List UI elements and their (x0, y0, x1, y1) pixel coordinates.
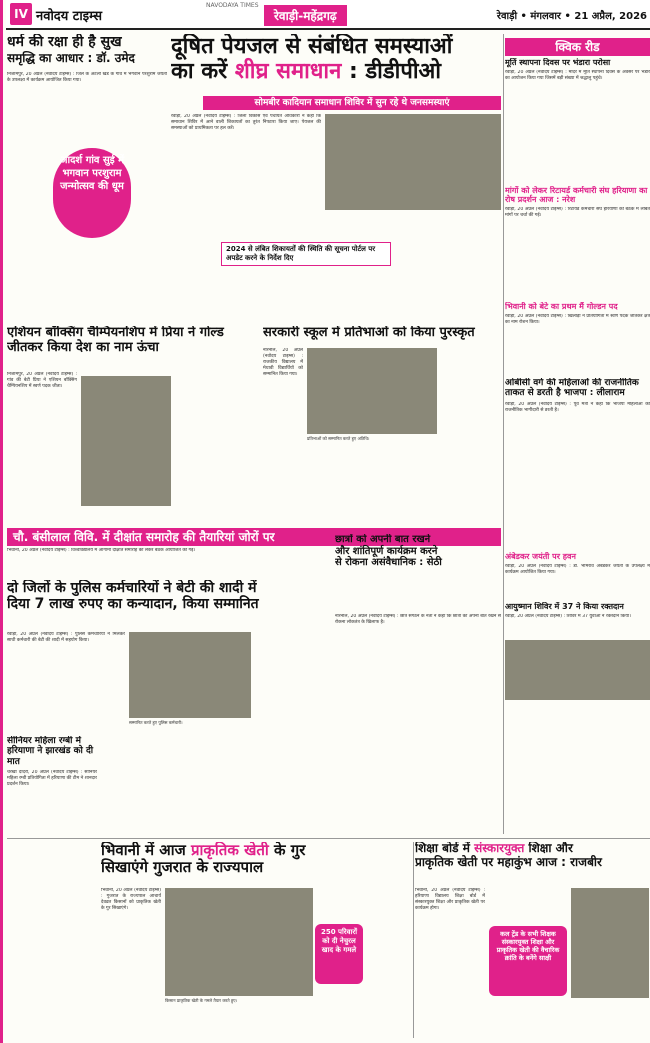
story-gold (505, 302, 650, 362)
chhatra-title-2: और शांतिपूर्ण कार्यक्रम करने (335, 545, 438, 557)
sarkari-title: सरकारी स्कूल में प्रतिभाओं को किया पुरस्कृत (263, 326, 475, 340)
lead-inset: 2024 से लंबित शिकायतों की स्थिति की सूचना पोर्टल पर अपडेट करने के निर्देश दिए (221, 242, 391, 266)
story-bhiwani-head (101, 842, 411, 886)
retire-body: रेवाड़ी, 20 अप्रैल (नवोदय टाइम्स) : रिटायर्ड कर्मचारी संघ हरियाणा की बैठक में लंबित मांगों पर चर्चा की गई। (505, 207, 650, 219)
sarkari-body: नारनौल, 20 अप्रैल (नवोदय टाइम्स) : राजकीय विद्यालय में मेधावी विद्यार्थियों को सम्मानित किया गया। (263, 348, 303, 377)
blood-photo (505, 640, 650, 700)
shiksha-body: भिवानी, 20 अप्रैल (नवोदय टाइम्स) : हरियाणा विद्यालय शिक्षा बोर्ड में संस्कारयुक्त शिक्षा और प्राकृतिक खेती पर कार्यक्रम होगा। (415, 888, 485, 911)
chhatra-title-3: से रोकना असंवैधानिक : सेठी (335, 557, 442, 568)
story-police-head (7, 580, 333, 628)
blood-title: आयुष्मान शिविर में 37 ने किया रक्तदान (505, 602, 624, 611)
quick-read-label: क्विक रीड (505, 38, 650, 56)
lead-title-2 (171, 59, 501, 84)
bhiwani-body: भिवानी, 20 अप्रैल (नवोदय टाइम्स) : गुजरात के राज्यपाल आचार्य देवव्रत किसानों को प्राकृतिक खेती के गुर सिखाएंगे। (101, 888, 161, 911)
story-body: निजामपुर, 20 अप्रैल (नवोदय टाइम्स) : जिले के अटेली खंड के गांव में भगवान परशुराम जयंती के उपलक्ष्य में कार्यक्रम आयोजित किया गया। (7, 71, 167, 83)
murti-title: मूर्ति स्थापना दिवस पर भंडारा परोसा (505, 58, 611, 67)
horizontal-rule (7, 838, 650, 839)
dateline: रेवाड़ी • मंगलवार • 21 अप्रैल, 2026 (496, 11, 647, 22)
police-title-1: दो जिलों के पुलिस कर्मचारियों ने बेटी की शादी में (7, 580, 257, 596)
story-sarkari-head (263, 326, 501, 346)
page-header (6, 0, 650, 30)
story-murti (505, 58, 650, 120)
lead-title-2c: : डीडीपीओ (341, 59, 442, 85)
senior-body: चरखी दादरी, 20 अप्रैल (नवोदय टाइम्स) : सीनियर महिला रग्बी प्रतियोगिता में हरियाणा की टीम ने शानदार प्रदर्शन किया। (7, 770, 97, 788)
sarkari-caption: प्रतिभाओं को सम्मानित करते हुए अतिथि। (307, 436, 370, 441)
story-boxing-head (7, 326, 259, 370)
bhiwani-t1c: के गुर (268, 842, 306, 859)
lead-title-1: दूषित पेयजल से संबंधित समस्याओं (171, 34, 453, 59)
column-rule (503, 34, 504, 834)
retire-title: मांगों को लेकर रिटायर्ड कर्मचारी संघ हरियाणा का रोष प्रदर्शन आज : नरेश (505, 186, 648, 205)
police-body: रेवाड़ी, 20 अप्रैल (नवोदय टाइम्स) : पुलिस कर्मचारियों ने मिलकर साथी कर्मचारी की बेटी की शादी में सहयोग किया। (7, 632, 125, 643)
page-number: IV (10, 3, 32, 25)
story-shiksha-head (415, 842, 650, 886)
bhiwani-t1a: भिवानी में आज (101, 842, 191, 859)
ambedkar-title: अंबेडकर जयंती पर हवन (505, 552, 576, 561)
quote-badge: आदर्श गांव सुई में भगवान परशुराम जन्मोत्सव की धूम (53, 148, 131, 238)
story-title: धर्म की रक्षा ही है सुख (7, 34, 122, 50)
lead-strap: सोमबीर कादियान समाधान शिविर में सुन रहे थे जनसमस्याएं (203, 96, 501, 110)
lead-body: रेवाड़ी, 20 अप्रैल (नवोदय टाइम्स) : जिला विकास एवं पंचायत अधिकारी ने कहा कि समाधान शिविर में आने वाली शिकायतों का तुरंत निपटारा किया जाए। पेयजल की समस्याओं को प्राथमिकता पर हल करें। (171, 114, 321, 131)
boxing-body: निजामपुर, 20 अप्रैल (नवोदय टाइम्स) : गांव की बेटी प्रिया ने एशियन बॉक्सिंग चैम्पियनशिप में स्वर्ण पदक जीता। (7, 372, 77, 389)
obc-title: ओबीसी वर्ग की महिलाओं की राजनीतिक ताकत से डरती है भाजपा : लीलाराम (505, 378, 639, 399)
chhatra-title-1: छात्रों को अपनी बात रखने (335, 534, 431, 545)
chhatra-body: नारनौल, 20 अप्रैल (नवोदय टाइम्स) : छात्र संगठन के नेता ने कहा कि छात्रों को अपनी बात रखने से रोकना लोकतंत्र के खिलाफ है। (335, 614, 501, 625)
gold-title: भिवानी को बेटे का प्रथम मैं गोल्डन पद (505, 302, 618, 311)
murti-body: रेवाड़ी, 20 अप्रैल (नवोदय टाइम्स) : मंदिर में मूर्ति स्थापना दिवस के अवसर पर भंडारे का आयोजन किया गया जिसमें बड़ी संख्या में श्रद्धालु पहुंचे। (505, 70, 650, 82)
police-photo (129, 632, 251, 718)
paper-reg: NAVODAYA TIMES (206, 2, 259, 9)
bhiwani-title-2: सिखाएंगे गुजरात के राज्यपाल (101, 858, 264, 877)
story-ambedkar (505, 552, 650, 602)
boxing-photo (81, 376, 171, 506)
sarkari-photo (307, 348, 437, 434)
shiksha-quote: कल ट्रेंड के सभी शिक्षक संस्कारयुक्त शिक्षा और प्राकृतिक खेती की वैचारिक क्रांति के बनेंगे साक्षी (489, 926, 567, 996)
shiksha-photo (571, 888, 649, 998)
shiksha-title-1 (415, 842, 650, 856)
story-obc (505, 378, 650, 478)
ambedkar-body: रेवाड़ी, 20 अप्रैल (नवोदय टाइम्स) : डॉ. भीमराव अंबेडकर जयंती के उपलक्ष्य में कार्यक्रम आयोजित किया गया। (505, 564, 650, 576)
lead-title-2a: का करें (171, 59, 235, 85)
paper-name: नवोदय टाइम्स (36, 9, 103, 24)
bhiwani-badge: 250 परिवारों को दी नेचुरल खाद के गमले (315, 924, 363, 984)
column-rule-2 (413, 842, 414, 1038)
shiksha-t1c: शिक्षा और (524, 842, 573, 855)
shiksha-title-2: प्राकृतिक खेती पर महाकुंभ आज : राजबीर (415, 854, 602, 869)
story-subtitle: समृद्धि का आधार : डॉ. उमेद (7, 51, 135, 66)
bansilal-title: चौ. बंसीलाल विवि. में दीक्षांत समारोह की तैयारियां जोरों पर (7, 528, 501, 546)
story-senior (7, 736, 97, 1036)
section-label: रेवाड़ी-महेंद्रगढ़ (264, 5, 347, 26)
boxing-title: एशियन बॉक्सिंग चैम्पियनशिप में प्रिया ने गोल्ड जीतकर किया देश का नाम ऊंचा (7, 326, 224, 355)
lead-photo (325, 114, 501, 210)
bhiwani-caption: किसान प्राकृतिक खेती के गमले तैयार करते हुए। (165, 998, 238, 1003)
bhiwani-photo (165, 888, 313, 996)
gold-body: रेवाड़ी, 20 अप्रैल (नवोदय टाइम्स) : खिलाड़ी ने प्रतियोगिता में स्वर्ण पदक जीतकर क्षेत्र का नाम रोशन किया। (505, 314, 650, 326)
bhiwani-t1b: प्राकृतिक खेती (190, 842, 269, 859)
senior-title: सीनियर महिला रग्बी में हरियाणा ने झारखंड को दी मात (7, 736, 94, 767)
lead-title-2b: शीघ्र समाधान (234, 59, 342, 85)
shiksha-t1a: शिक्षा बोर्ड में (415, 842, 475, 855)
police-caption: सम्मानित करते हुए पुलिस कर्मचारी। (129, 720, 183, 725)
shiksha-t1b: संस्कारयुक्त (474, 842, 525, 855)
bansilal-body: भिवानी, 20 अप्रैल (नवोदय टाइम्स) : विश्वविद्यालय में आगामी दीक्षांत समारोह को लेकर बैठक आयोजित की गई। (7, 548, 196, 553)
bhiwani-title-1 (101, 842, 411, 859)
police-title-2: दिया 7 लाख रुपए का कन्यादान, किया सम्मानित (7, 596, 259, 613)
story-retire (505, 186, 650, 276)
obc-body: रेवाड़ी, 20 अप्रैल (नवोदय टाइम्स) : पूर्व मंत्री ने कहा कि भाजपा महिलाओं की राजनीतिक भागीदारी से डरती है। (505, 401, 650, 413)
story-chhatra (335, 534, 501, 614)
blood-body: रेवाड़ी, 20 अप्रैल (नवोदय टाइम्स) : शिविर में 37 युवाओं ने रक्तदान किया। (505, 614, 631, 620)
